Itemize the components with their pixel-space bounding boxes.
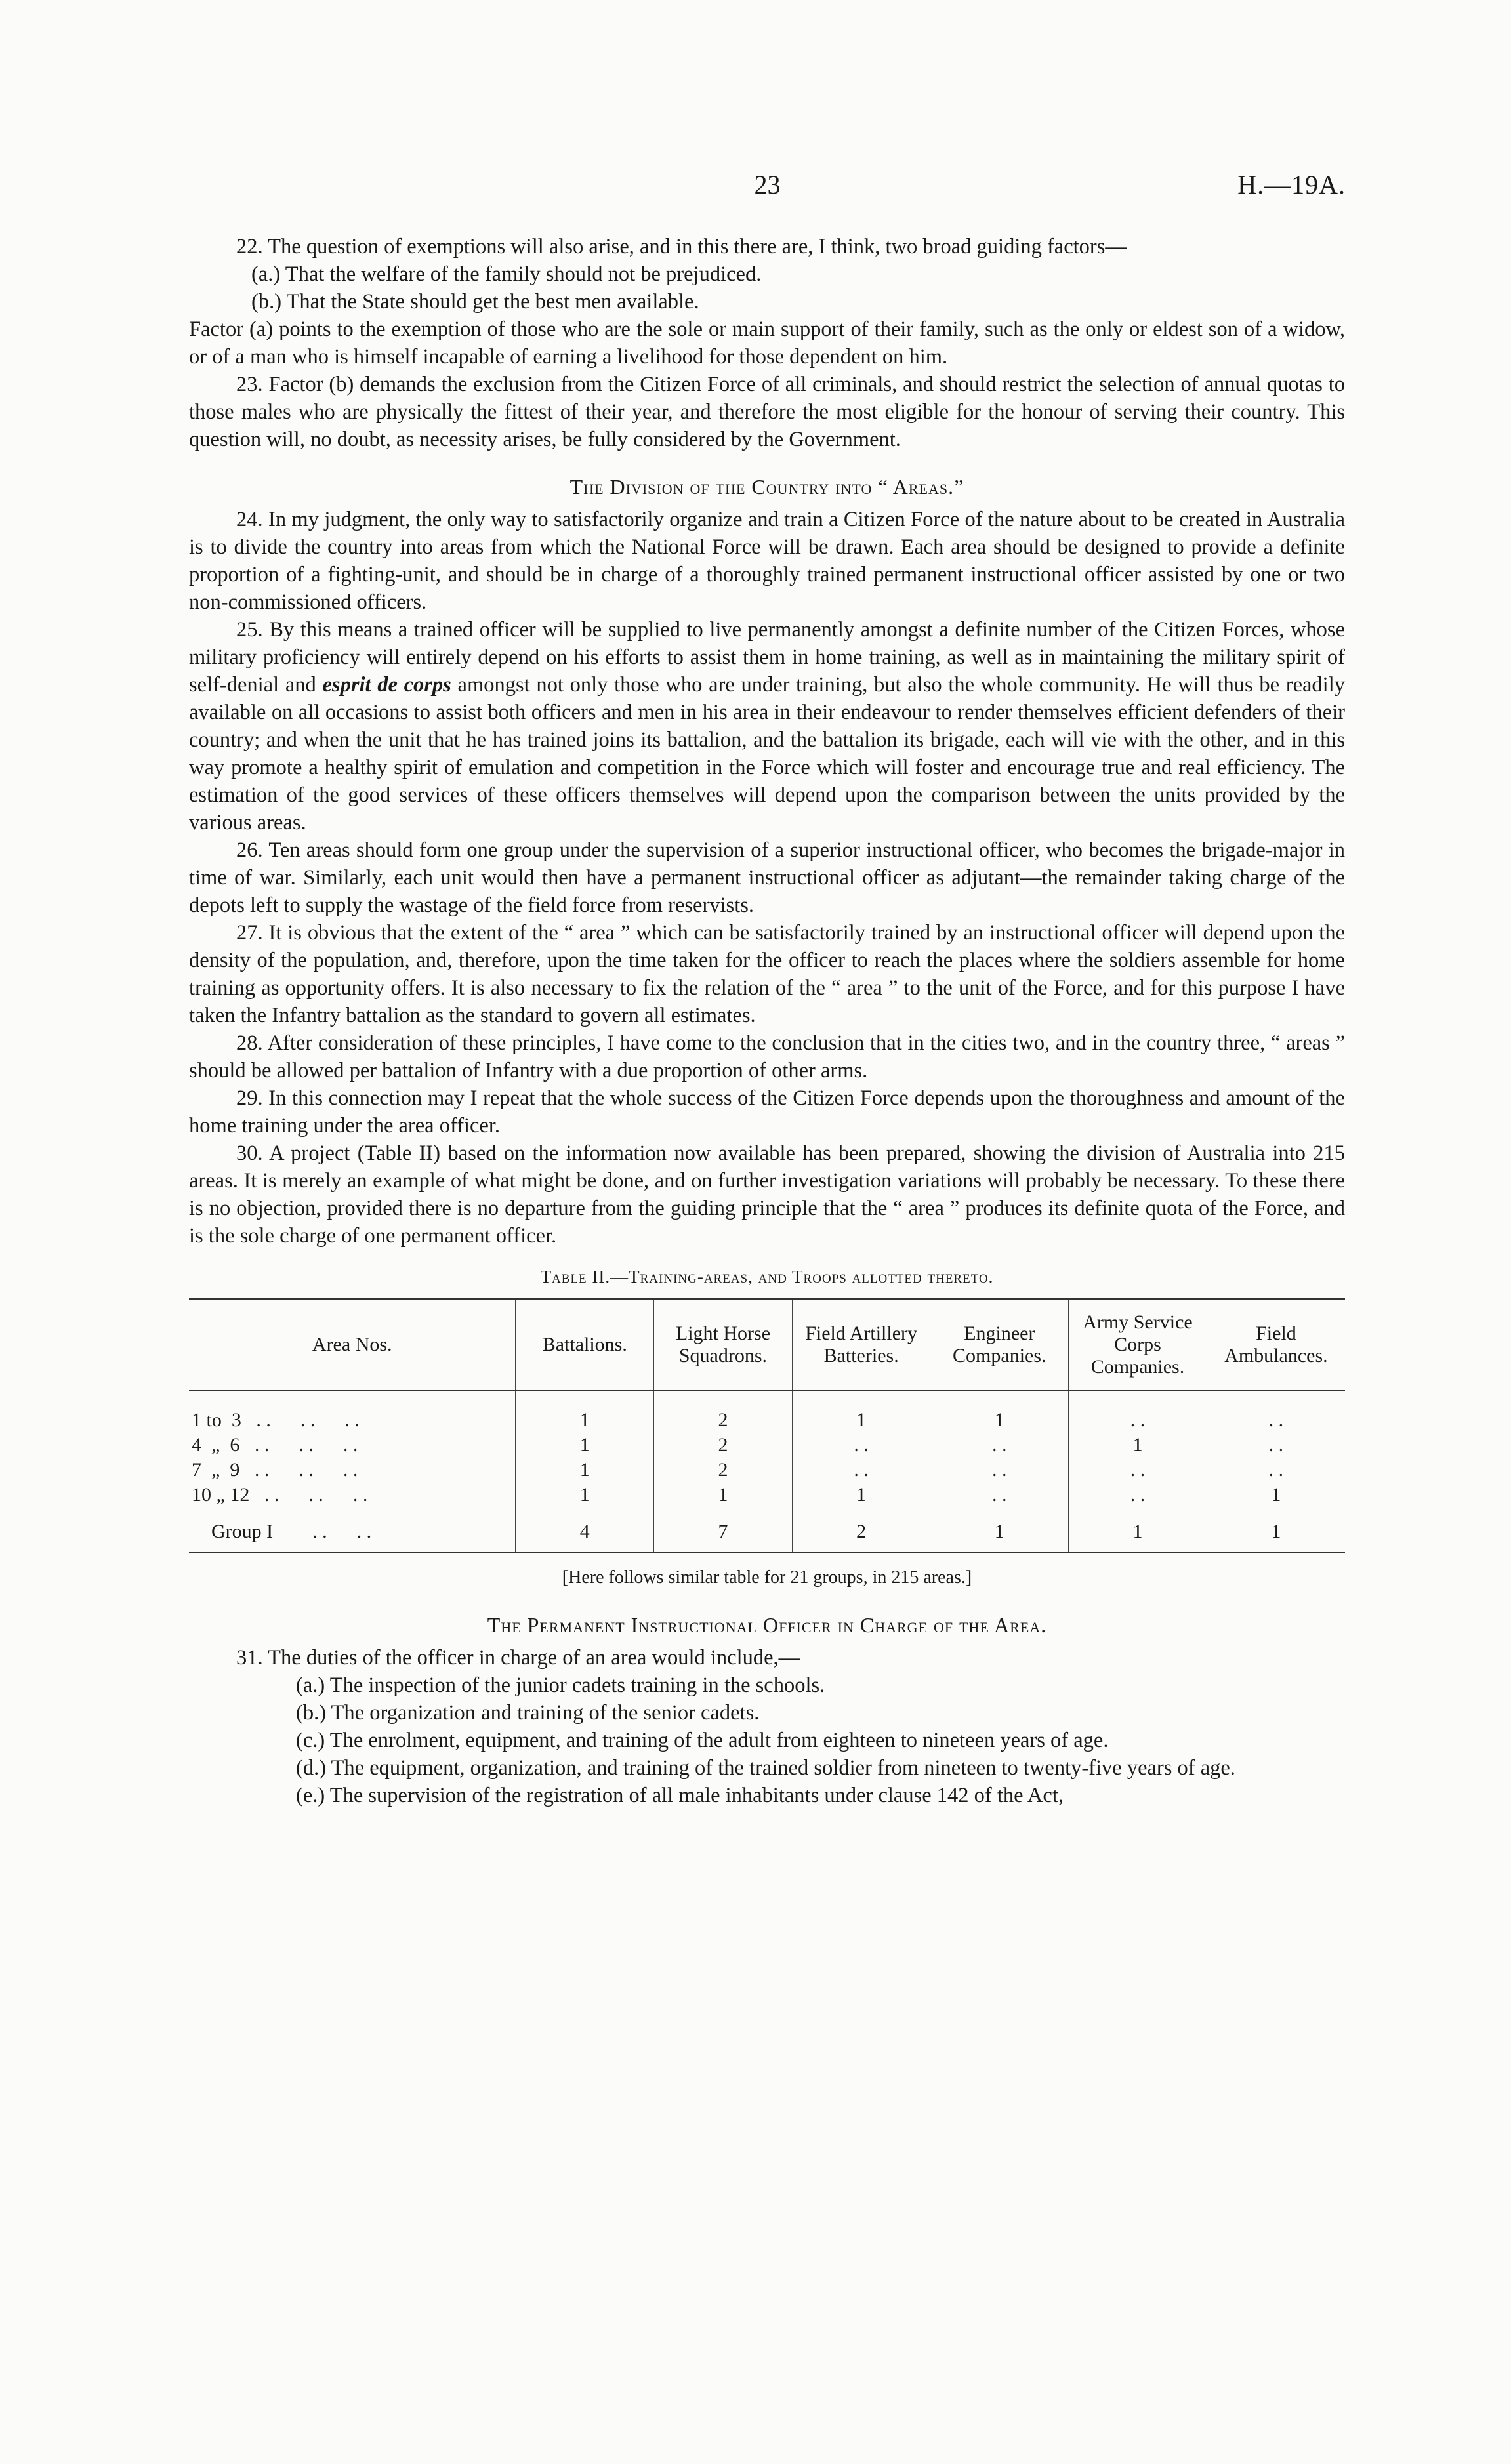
duty-e: (e.) The supervision of the registration of all male inhabitants under clause 142 of the Act, — [296, 1784, 1064, 1807]
cell: 2 — [654, 1458, 793, 1483]
cell: 1 — [792, 1483, 930, 1508]
header-engineer: Engineer Companies. — [930, 1299, 1069, 1391]
section-heading-officer: The Permanent Instructional Officer in Charge of the Area. — [487, 1613, 1047, 1637]
cell-area: 1 to 3 . . . . . . — [192, 1409, 360, 1431]
cell-group: Group I . . . . — [189, 1508, 516, 1553]
page-header — [189, 169, 1346, 209]
cell: 1 — [516, 1458, 654, 1483]
table-row — [189, 1483, 1345, 1508]
cell: 1 — [516, 1433, 654, 1458]
header-army-service: Army Service Corps Companies. — [1069, 1299, 1207, 1391]
cell-area: 7 „ 9 . . . . . . — [192, 1459, 358, 1481]
cell: 4 — [516, 1508, 654, 1553]
cell: 7 — [654, 1508, 793, 1553]
page-number: 23 — [754, 170, 781, 199]
table-row — [189, 1433, 1345, 1458]
paragraph-31: 31. The duties of the officer in charge of an area would include,— — [236, 1646, 800, 1670]
cell: 2 — [792, 1508, 930, 1553]
table-spacer — [189, 1391, 1345, 1408]
table-header-row — [189, 1299, 1345, 1391]
factor-b: (b.) That the State should get the best men available. — [251, 290, 699, 314]
header-light-horse: Light Horse Squadrons. — [654, 1299, 793, 1391]
paragraph-28: 28. After consideration of these principles, I have come to the conclusion that in the cities two, and in the country three, “ areas ” should be allowed per battalion of Infantry with a due proportion of other arms. — [189, 1031, 1345, 1082]
table-caption: Table II.—Training-areas, and Troops allotted thereto. — [540, 1267, 994, 1286]
paragraph-30: 30. A project (Table II) based on the information now available has been prepared, showing the division of Australia into 215 areas. It is merely an example of what might be done, and on further investigation variations will probably be necessary. To these there is no objection, provided there is no departure from the guiding principle that the “ area ” produces its definite quota of the Force, and is the sole charge of one permanent officer. — [189, 1141, 1345, 1248]
table-row — [189, 1458, 1345, 1483]
table-note: [Here follows similar table for 21 groups, in 215 areas.] — [562, 1567, 972, 1588]
cell: 1 — [930, 1408, 1069, 1433]
document-body — [189, 233, 1345, 1809]
document-reference: H.—19A. — [1237, 170, 1346, 199]
cell: . . — [930, 1483, 1069, 1508]
paragraph-24: 24. In my judgment, the only way to satisfactorily organize and train a Citizen Force of the nature about to be created in Australia is to divide the country into areas from which the National Force will be drawn. Each area should be designed to provide a definite proportion of a fighting-unit, and should be in charge of a thoroughly trained permanent instructional officer assisted by one or two non-commissioned officers. — [189, 508, 1345, 614]
paragraph-25-part-2: amongst not only those who are under training, but also the whole community. He will thus be readily available on all occasions to assist both officers and men in his area in their endeavour to render themselves efficient defenders of their country; and when the unit that he has trained joins its battalion, and the battalion its brigade, each will vie with the other, and in this way promote a healthy spirit of emulation and competition in the Force which will foster and encourage true and real efficiency. The estimation of the good services of these officers themselves will depend upon the comparison between the units provided by the various areas. — [189, 673, 1345, 834]
cell: 1 — [1207, 1508, 1345, 1553]
cell: . . — [1207, 1408, 1345, 1433]
header-area-nos: Area Nos. — [189, 1299, 516, 1391]
paragraph-22: 22. The question of exemptions will also arise, and in this there are, I think, two broad guiding factors— — [236, 235, 1127, 258]
paragraph-29: 29. In this connection may I repeat that the whole success of the Citizen Force depends upon the thoroughness and amount of the home training under the area officer. — [189, 1086, 1345, 1138]
section-heading-areas: The Division of the Country into “ Areas.” — [569, 475, 964, 499]
paragraph-23: 23. Factor (b) demands the exclusion from the Citizen Force of all criminals, and should restrict the selection of annual quotas to those males who are physically the fittest of their year, and therefore the most eligible for the honour of serving their country. This question will, no doubt, as necessity arises, be fully considered by the Government. — [189, 373, 1345, 451]
cell: . . — [792, 1433, 930, 1458]
training-areas-table — [189, 1298, 1345, 1553]
duty-b: (b.) The organization and training of the senior cadets. — [296, 1701, 760, 1725]
cell: 1 — [1069, 1433, 1207, 1458]
paragraph-25-emphasis: esprit de corps — [322, 673, 451, 697]
paragraph-25-part-1: 25. By this means a trained officer will be supplied to live permanently amongst a definite number of the Citizen Forces, whose military proficiency will entirely depend on his efforts to assist them in home training, as well as in maintaining the military spirit of self-denial and — [189, 618, 1345, 697]
duty-d: (d.) The equipment, organization, and training of the trained soldier from nineteen to twenty-five years of age. — [296, 1756, 1235, 1780]
cell: . . — [1207, 1458, 1345, 1483]
cell: . . — [1069, 1408, 1207, 1433]
cell: 2 — [654, 1408, 793, 1433]
cell: 1 — [1207, 1483, 1345, 1508]
paragraph-25 — [189, 616, 1345, 836]
cell: 1 — [654, 1483, 793, 1508]
duty-c: (c.) The enrolment, equipment, and training of the adult from eighteen to nineteen years of age. — [296, 1729, 1109, 1752]
cell: . . — [930, 1433, 1069, 1458]
factor-a: (a.) That the welfare of the family should not be prejudiced. — [251, 262, 762, 286]
cell: . . — [1207, 1433, 1345, 1458]
cell: 1 — [516, 1408, 654, 1433]
paragraph-26: 26. Ten areas should form one group under the supervision of a superior instructional officer, who becomes the brigade-major in time of war. Similarly, each unit would then have a permanent instructional officer as adjutant—the remainder taking charge of the depots left to supply the wastage of the field force from reservists. — [189, 838, 1345, 917]
paragraph-22-factor-a: Factor (a) points to the exemption of those who are the sole or main support of their family, such as the only or eldest son of a widow, or of a man who is himself incapable of earning a livelihood for those dependent on him. — [189, 318, 1345, 369]
cell: 1 — [1069, 1508, 1207, 1553]
header-battalions: Battalions. — [516, 1299, 654, 1391]
cell: 1 — [516, 1483, 654, 1508]
cell: 1 — [792, 1408, 930, 1433]
cell: . . — [792, 1458, 930, 1483]
table-row — [189, 1408, 1345, 1433]
header-field-artillery: Field Artillery Batteries. — [792, 1299, 930, 1391]
paragraph-27: 27. It is obvious that the extent of the “ area ” which can be satisfactorily trained by an instructional officer will depend upon the density of the population, and, therefore, upon the time taken for the officer to reach the places where the soldiers assemble for home training as opportunity offers. It is also necessary to fix the relation of the “ area ” to the unit of the Force, and for this purpose I have taken the Infantry battalion as the standard to govern all estimates. — [189, 921, 1345, 1027]
cell: 2 — [654, 1433, 793, 1458]
duty-a: (a.) The inspection of the junior cadets training in the schools. — [296, 1673, 825, 1697]
cell: . . — [930, 1458, 1069, 1483]
cell: . . — [1069, 1458, 1207, 1483]
cell-area: 4 „ 6 . . . . . . — [192, 1434, 358, 1456]
table-group-row — [189, 1508, 1345, 1553]
header-field-ambulances: Field Ambulances. — [1207, 1299, 1345, 1391]
cell-area: 10 „ 12 . . . . . . — [192, 1484, 368, 1506]
cell: 1 — [930, 1508, 1069, 1553]
cell: . . — [1069, 1483, 1207, 1508]
